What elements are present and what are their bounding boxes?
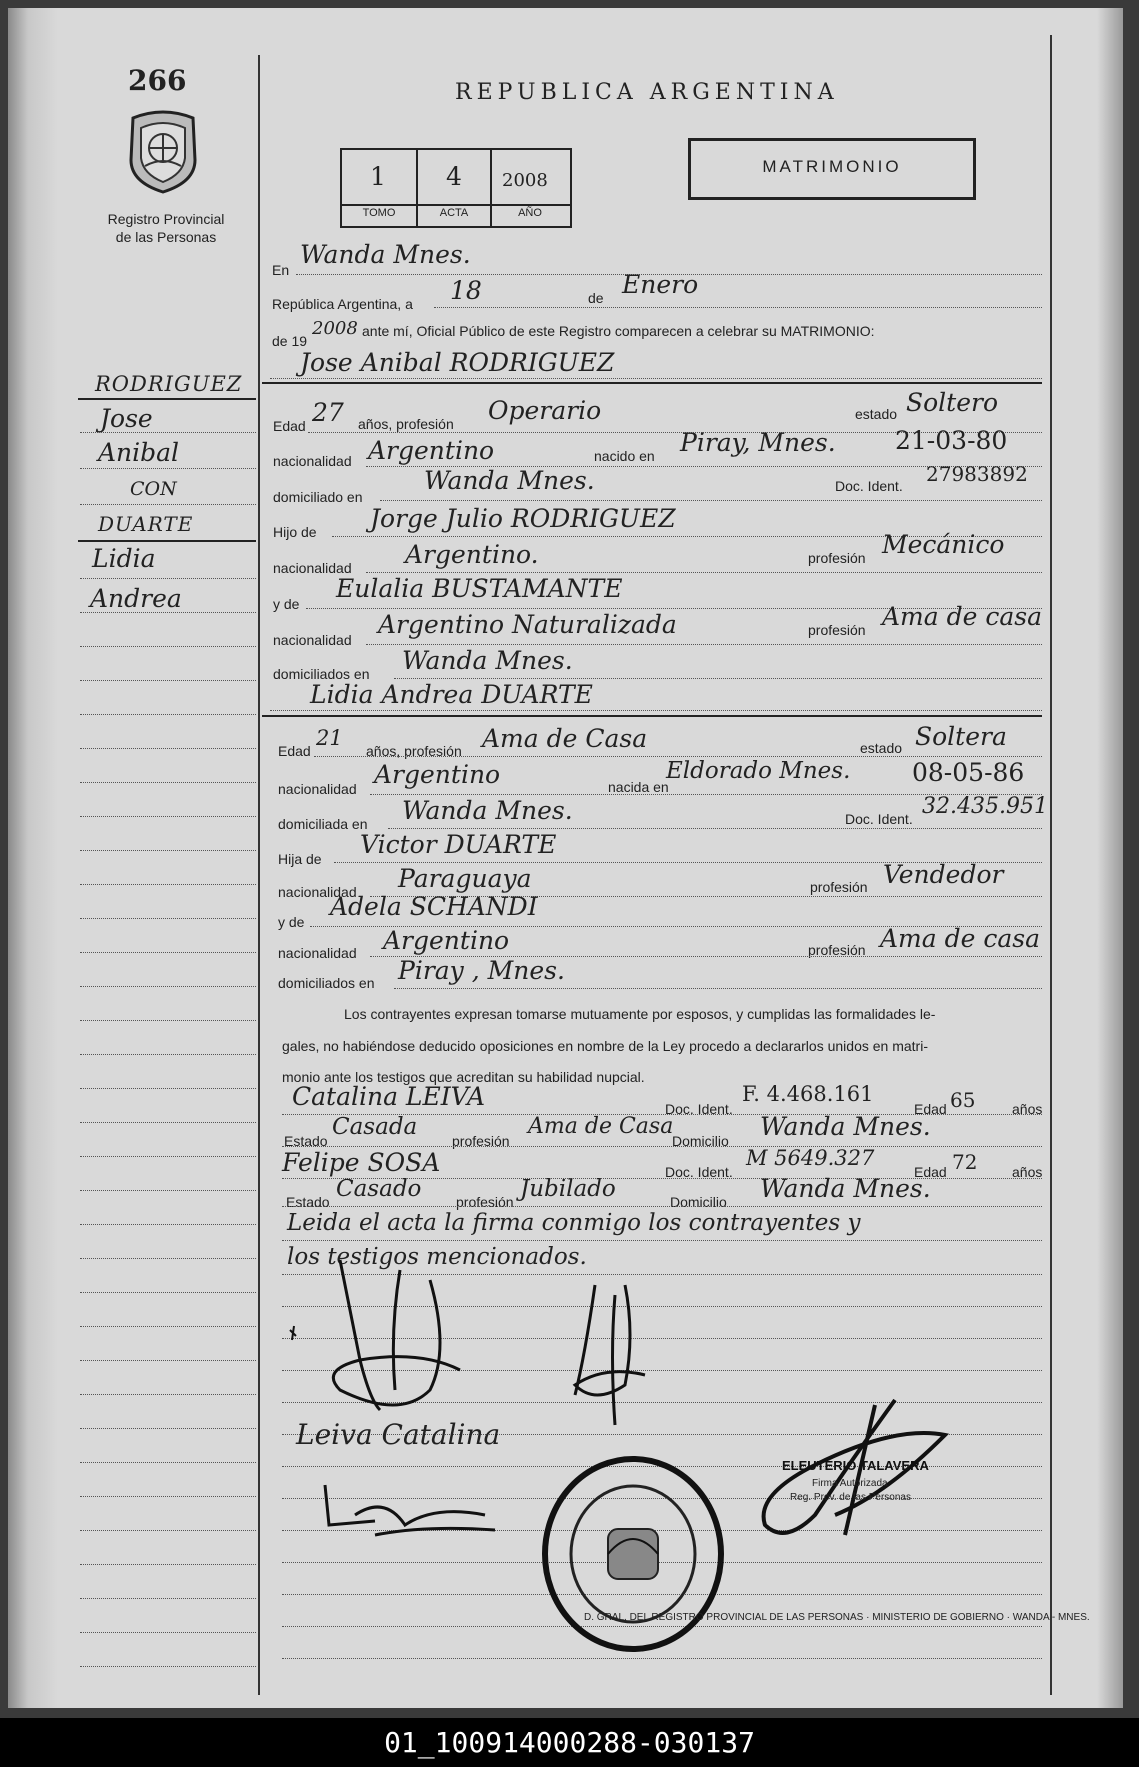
file-identifier: 01_100914000288-030137 (0, 1718, 1139, 1767)
groom-anos-profesion-label: años, profesión (358, 416, 454, 432)
witness1-anos-label: años (1012, 1101, 1043, 1117)
witness2-estado: Casado (336, 1176, 422, 1202)
declaration-line-3: monio ante los testigos que acreditan su habilidad nupcial. (282, 1069, 645, 1085)
page-binding-edge (8, 8, 58, 1708)
witness2-doc: M 5649.327 (746, 1146, 875, 1170)
tomo-value: 1 (370, 162, 386, 191)
groom-hijo-label: Hijo de (273, 524, 317, 540)
bride-doc-label: Doc. Ident. (845, 811, 913, 827)
groom-parents-domicile: Wanda Mnes. (402, 646, 573, 675)
witness2-estado-label: Estado (286, 1194, 330, 1210)
groom-edad-label: Edad (273, 418, 306, 434)
margin-ruled-line (80, 646, 256, 647)
bride-mother-nationality: Argentino (383, 926, 510, 955)
margin-ruled-line (80, 680, 256, 681)
bride-dom-padres-label: domiciliados en (278, 975, 375, 991)
witness2-doc-label: Doc. Ident. (665, 1164, 733, 1180)
margin-rule-top (78, 398, 256, 400)
registry-round-seal (538, 1454, 728, 1654)
bride-name: Lidia Andrea DUARTE (310, 680, 593, 709)
groom-nacionalidad-label: nacionalidad (273, 453, 352, 469)
margin-ruled-line (80, 1666, 256, 1667)
folio-number: 266 (128, 64, 187, 97)
groom-nationality: Argentino (368, 436, 495, 465)
witness1-domicilio-label: Domicilio (672, 1133, 729, 1149)
bride-nacionalidad-label: nacionalidad (278, 781, 357, 797)
witness2-profesion-label: profesión (456, 1194, 514, 1210)
signature-ruled-line (282, 1658, 1042, 1659)
officer-stamp-role: Firma Autorizada (812, 1478, 888, 1489)
groom-age: 27 (312, 398, 344, 427)
groom-nacido-label: nacido en (594, 448, 655, 464)
groom-mother-nationality: Argentino Naturalizada (378, 610, 677, 639)
groom-signature (280, 1250, 500, 1430)
margin-ruled-line (80, 1326, 256, 1327)
margin-ruled-line (80, 714, 256, 715)
witness-signature: Leiva Catalina (296, 1418, 501, 1451)
country-title: REPUBLICA ARGENTINA (455, 80, 839, 105)
ano-value: 2008 (502, 170, 548, 191)
groom-section-rule (262, 382, 1042, 384)
margin-ruled-line (80, 1360, 256, 1361)
tomo-label: TOMO (362, 207, 396, 219)
margin-ruled-line (80, 1292, 256, 1293)
groom-mother: Eulalia BUSTAMANTE (336, 574, 623, 603)
margin-ruled-line (80, 1496, 256, 1497)
margin-line-5: DUARTE (98, 512, 194, 536)
witness1-doc: F. 4.468.161 (742, 1082, 874, 1106)
groom-father-nationality: Argentino. (405, 540, 539, 569)
bride-nationality: Argentino (374, 760, 501, 789)
groom-mother-nat-label: nacionalidad (273, 632, 352, 648)
bride-doc: 32.435.951 (922, 794, 1048, 819)
officer-stamp-name: ELEUTERIO TALAVERA (782, 1458, 929, 1473)
bride-estado: Soltera (915, 722, 1007, 751)
witness1-profession: Ama de Casa (528, 1114, 674, 1139)
margin-column-rule (258, 55, 260, 1695)
margin-ruled-line (80, 816, 256, 817)
round-seal-text: D. GRAL. DEL REGISTRO PROVINCIAL DE LAS PERSONAS · MINISTERIO DE GOBIERNO · WANDA - MNES. (584, 1612, 1090, 1623)
groom-father-prof-label: profesión (808, 550, 866, 566)
bride-father-nat-label: nacionalidad (278, 884, 357, 900)
margin-ruled-line (80, 1224, 256, 1225)
margin-ruled-line (80, 782, 256, 783)
margin-ruled-line (80, 952, 256, 953)
margin-ruled-line (80, 1258, 256, 1259)
acta-value: 4 (446, 162, 462, 191)
groom-name: Jose Anibal RODRIGUEZ (300, 348, 615, 377)
bride-edad-label: Edad (278, 743, 311, 759)
place-value: Wanda Mnes. (300, 240, 471, 269)
year-value: 2008 (312, 318, 358, 339)
page-right-edge (1097, 8, 1123, 1708)
bride-mother-nat-label: nacionalidad (278, 945, 357, 961)
bride-mother-prof-label: profesión (808, 942, 866, 958)
bride-hija-label: Hija de (278, 851, 322, 867)
witness2-age: 72 (952, 1150, 978, 1174)
groom-birthplace: Piray, Mnes. (680, 428, 836, 457)
closing-line-1: Leida el acta la firma conmigo los contrayentes y (287, 1210, 861, 1236)
registry-name: Registro Provincial de las Personas (107, 211, 225, 245)
groom-father-nat-label: nacionalidad (273, 560, 352, 576)
groom-birthdate: 21-03-80 (895, 426, 1008, 455)
witness2-domicile: Wanda Mnes. (760, 1174, 931, 1203)
witness1-estado: Casada (332, 1114, 418, 1140)
margin-ruled-line (80, 1632, 256, 1633)
bride-section-rule (262, 715, 1042, 717)
margin-ruled-line (80, 1020, 256, 1021)
groom-domicile: Wanda Mnes. (424, 466, 595, 495)
day-value: 18 (450, 276, 482, 305)
bride-nacida-label: nacida en (608, 779, 669, 795)
date-dotted-line (434, 307, 1042, 308)
groom-dom-padres-label: domiciliados en (273, 666, 370, 682)
declaration-line-1: Los contrayentes expresan tomarse mutuamente por esposos, y cumplidas las formalidades le- (344, 1006, 936, 1022)
ano-label: AÑO (518, 207, 542, 219)
groom-doc-label: Doc. Ident. (835, 478, 903, 494)
margin-ruled-line (80, 1428, 256, 1429)
bride-father-profession: Vendedor (883, 860, 1004, 889)
margin-line-2: Jose (100, 404, 153, 433)
witness1-doc-label: Doc. Ident. (665, 1101, 733, 1117)
groom-father-profession: Mecánico (882, 530, 1005, 559)
year-prefix: de 19 (272, 333, 308, 349)
act-type-label: MATRIMONIO (762, 157, 902, 176)
witness2-edad-label: Edad (914, 1164, 947, 1180)
tomo-acta-ano-box (340, 148, 572, 228)
republica-label: República Argentina, a (272, 296, 413, 312)
margin-ruled-line (80, 1190, 256, 1191)
en-label: En (272, 262, 290, 278)
bride-father: Victor DUARTE (360, 830, 557, 859)
acta-label: ACTA (439, 207, 469, 219)
bride-father-prof-label: profesión (810, 879, 868, 895)
bride-mother: Adela SCHANDI (330, 892, 538, 921)
margin-ruled-line (80, 1394, 256, 1395)
margin-rule-middle (78, 540, 256, 542)
bride-birthplace: Eldorado Mnes. (666, 758, 851, 784)
de-label: de (588, 290, 604, 306)
margin-ruled-line (80, 1564, 256, 1565)
bride-age: 21 (316, 726, 343, 750)
margin-ruled-line (80, 1462, 256, 1463)
margin-ruled-line (80, 1530, 256, 1531)
bride-domicile: Wanda Mnes. (402, 796, 573, 825)
bride-domiciliada-label: domiciliada en (278, 816, 368, 832)
bride-signature (555, 1275, 665, 1435)
declaration-line-2: gales, no habiéndose deducido oposiciones en nombre de la Ley procedo a declararlos unidos en matri- (282, 1038, 928, 1054)
margin-line-1: RODRIGUEZ (95, 372, 243, 396)
witness1-profesion-label: profesión (452, 1133, 510, 1149)
witness2-name: Felipe SOSA (282, 1148, 441, 1177)
witness1-domicile: Wanda Mnes. (760, 1112, 931, 1141)
witness1-age: 65 (950, 1088, 976, 1112)
margin-ruled-line (80, 986, 256, 987)
bride-father-nationality: Paraguaya (398, 864, 532, 893)
margin-ruled-line (80, 748, 256, 749)
groom-father: Jorge Julio RODRIGUEZ (370, 504, 676, 533)
groom-estado: Soltero (906, 388, 999, 417)
witness2-profession: Jubilado (520, 1176, 616, 1202)
witness1-edad-label: Edad (914, 1101, 947, 1117)
bride-parents-domicile: Piray , Mnes. (398, 956, 565, 985)
bride-yde-label: y de (278, 914, 305, 930)
witness2-anos-label: años (1012, 1164, 1043, 1180)
margin-line-6: Lidia (92, 544, 156, 573)
groom-domiciliado-label: domiciliado en (273, 489, 363, 505)
bride-mother-profession: Ama de casa (880, 924, 1040, 953)
margin-line-4: CON (130, 478, 177, 500)
month-value: Enero (622, 270, 699, 299)
act-type-box (688, 138, 976, 200)
groom-estado-label: estado (855, 406, 898, 422)
witness1-name: Catalina LEIVA (292, 1082, 486, 1111)
witness1-estado-label: Estado (284, 1133, 328, 1149)
bride-anos-profesion-label: años, profesión (366, 743, 462, 759)
margin-ruled-line (80, 1054, 256, 1055)
bride-estado-label: estado (860, 740, 903, 756)
bride-profession: Ama de Casa (482, 724, 648, 753)
groom-doc: 27983892 (926, 462, 1028, 486)
margin-ruled-line (80, 1156, 256, 1157)
margin-ruled-line (80, 918, 256, 919)
witness2-domicilio-label: Domicilio (670, 1194, 727, 1210)
provincial-coat-of-arms-icon (125, 108, 201, 194)
right-column-rule (1050, 35, 1052, 1695)
officer-stamp-org: Reg. Prov. de las Personas (790, 1492, 911, 1503)
bride-birthdate: 08-05-86 (912, 758, 1025, 787)
margin-ruled-line (80, 1122, 256, 1123)
margin-ruled-line (80, 1088, 256, 1089)
groom-mother-profession: Ama de casa (882, 602, 1042, 631)
margin-ruled-line (80, 884, 256, 885)
margin-ruled-line (80, 1598, 256, 1599)
second-witness-signature (315, 1475, 505, 1545)
groom-mother-prof-label: profesión (808, 622, 866, 638)
closing-line-2: los testigos mencionados. (287, 1244, 587, 1270)
groom-yde-label: y de (273, 596, 300, 612)
margin-line-7: Andrea (90, 584, 182, 613)
margin-ruled-line (80, 850, 256, 851)
groom-profession: Operario (488, 396, 602, 425)
ante-text: ante mí, Oficial Público de este Registro comparecen a celebrar su MATRIMONIO: (362, 323, 875, 339)
margin-line-3: Anibal (98, 438, 180, 467)
